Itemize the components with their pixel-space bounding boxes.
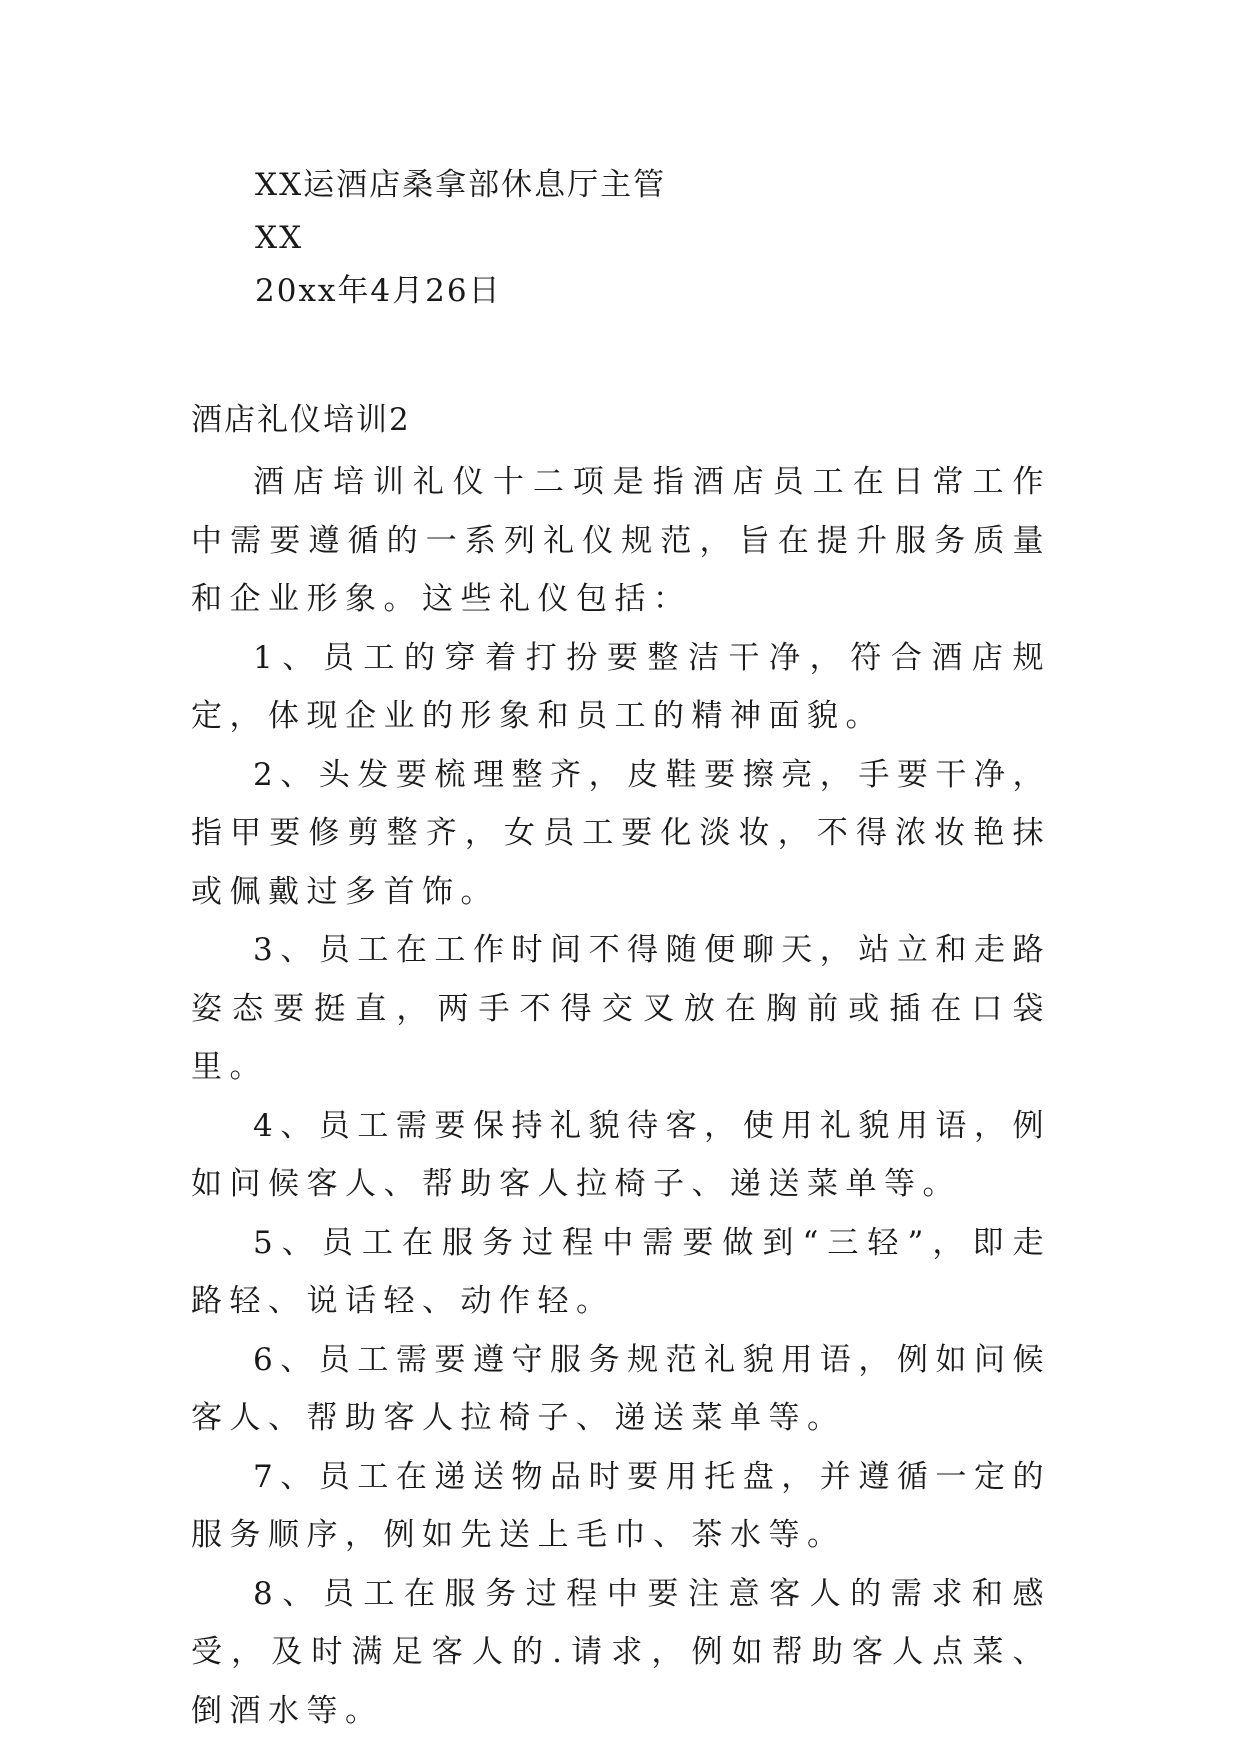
signature-organization: XX运酒店桑拿部休息厅主管 bbox=[255, 167, 667, 203]
rule-paragraph-2: 2、头发要梳理整齐，皮鞋要擦亮，手要干净，指甲要修剪整齐，女员工要化淡妆，不得浓妆艳抹或佩戴过多首饰。 bbox=[191, 756, 1051, 910]
rule-paragraph-5: 5、员工在服务过程中需要做到“三轻”，即走路轻、说话轻、动作轻。 bbox=[191, 1224, 1051, 1319]
rule-paragraph-3: 3、员工在工作时间不得随便聊天，站立和走路姿态要挺直，两手不得交叉放在胸前或插在口袋里。 bbox=[191, 932, 1051, 1085]
section-title: 酒店礼仪培训2 bbox=[191, 402, 411, 438]
signature-date: 20xx年4月26日 bbox=[255, 273, 502, 309]
rule-paragraph-4: 4、员工需要保持礼貌待客，使用礼貌用语，例如问候客人、帮助客人拉椅子、递送菜单等。 bbox=[191, 1107, 1051, 1202]
rule-paragraph-8: 8、员工在服务过程中要注意客人的需求和感受，及时满足客人的.请求，例如帮助客人点菜、倒酒水等。 bbox=[191, 1575, 1051, 1729]
section-body bbox=[191, 453, 1051, 1740]
rule-paragraph-1: 1、员工的穿着打扮要整洁干净，符合酒店规定，体现企业的形象和员工的精神面貌。 bbox=[191, 639, 1051, 734]
signature-name: XX bbox=[255, 220, 304, 256]
rule-paragraph-7: 7、员工在递送物品时要用托盘，并遵循一定的服务顺序，例如先送上毛巾、茶水等。 bbox=[191, 1458, 1051, 1553]
rule-paragraph-6: 6、员工需要遵守服务规范礼貌用语，例如问候客人、帮助客人拉椅子、递送菜单等。 bbox=[191, 1341, 1051, 1436]
intro-paragraph: 酒店培训礼仪十二项是指酒店员工在日常工作中需要遵循的一系列礼仪规范，旨在提升服务质量和企业形象。这些礼仪包括： bbox=[191, 464, 1051, 617]
